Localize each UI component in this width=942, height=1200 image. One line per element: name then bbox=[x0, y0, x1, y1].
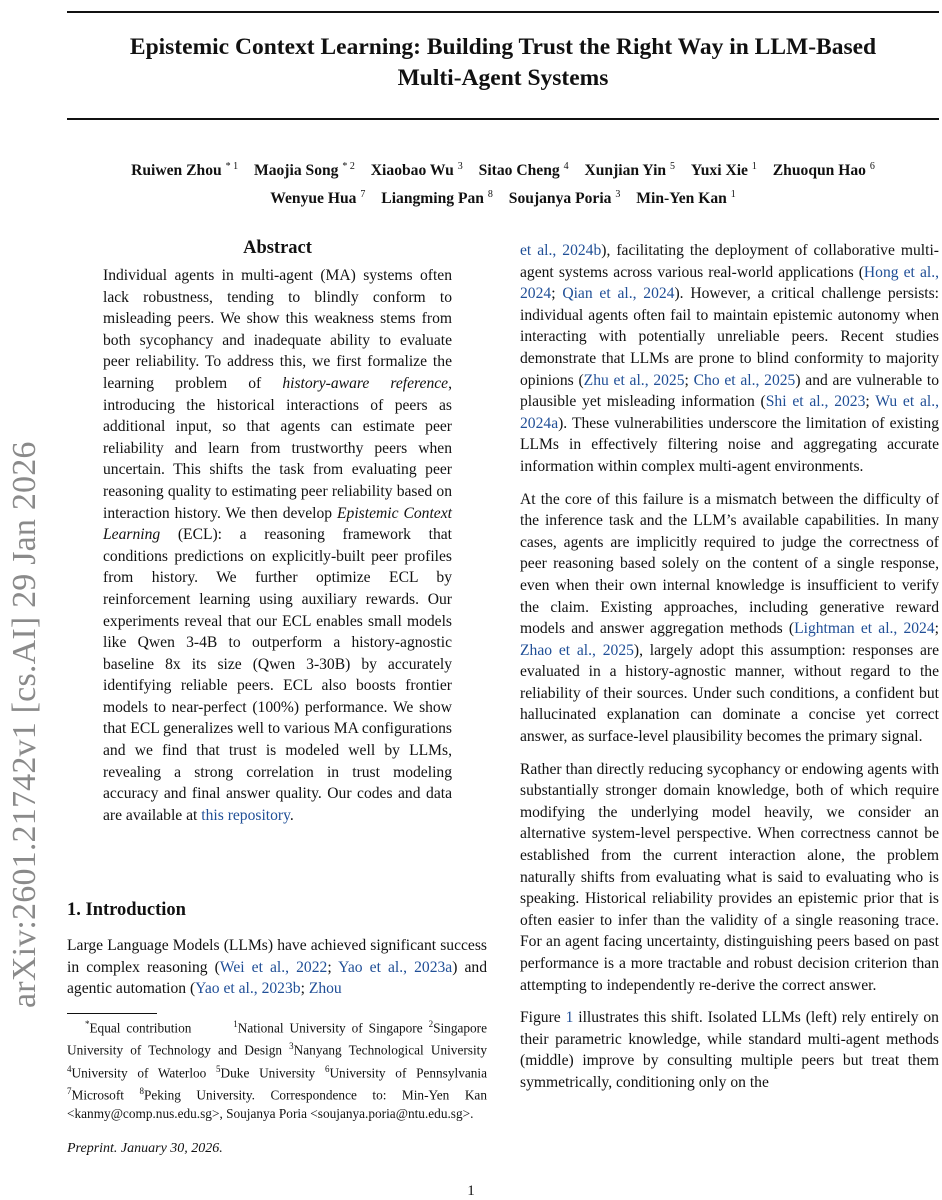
page-number: 1 bbox=[467, 1183, 475, 1199]
body-paragraph: et al., 2024b), facilitating the deployment of collaborative multi-agent systems across various real-world applications (Hong et al., 2024; Qian et al., 2024). However, a critical challenge persists: individual agents often fail to maintain epistemic autonomy when interacting with potentially unreliable peers. Recent studies demonstrate that LLMs are prone to blind conformity to majority opinions (Zhu et al., 2025; Cho et al., 2025) and are vulnerable to plausible yet misleading information (Shi et al., 2023; Wu et al., 2024a). These vulnerabilities underscore the limitation of existing LLMs in effectively filtering noise and aggregating accurate information within complex multi-agent environments. bbox=[520, 242, 940, 475]
citation-link[interactable]: Cho et al., 2025 bbox=[693, 371, 796, 389]
author: Xunjian Yin $^5$ bbox=[584, 161, 676, 180]
author: Wenyue Hua $^7$ bbox=[270, 189, 366, 208]
author-row-2 bbox=[67, 183, 939, 211]
citation-link[interactable]: Lightman et al., 2024 bbox=[794, 620, 935, 638]
author: Zhuoqun Hao $^6$ bbox=[772, 161, 875, 180]
author: Sitao Cheng $^4$ bbox=[478, 161, 569, 180]
citation-link[interactable]: Wu et al., 2024a bbox=[520, 393, 939, 432]
preprint-notice: Preprint. January 30, 2026. bbox=[67, 1141, 223, 1156]
citation-link[interactable]: Yao et al., 2023a bbox=[338, 958, 453, 976]
author: Liangming Pan $^8$ bbox=[381, 189, 493, 208]
title-line-2: Multi-Agent Systems bbox=[397, 65, 609, 91]
citation-link[interactable]: et al., 2024b bbox=[520, 242, 602, 259]
footnote-rule bbox=[67, 1013, 157, 1014]
citation-link[interactable]: Qian et al., 2024 bbox=[562, 285, 675, 303]
author: Maojia Song $^{* 2}$ bbox=[254, 161, 355, 180]
title-line-1: Epistemic Context Learning: Building Trust the Right Way in LLM-Based bbox=[129, 34, 877, 60]
author: Yuxi Xie $^1$ bbox=[690, 161, 757, 180]
title-rule bbox=[67, 118, 939, 120]
citation-link[interactable]: Hong et al., 2024 bbox=[520, 263, 939, 303]
repository-link[interactable]: this repository bbox=[201, 806, 290, 824]
author: Soujanya Poria $^3$ bbox=[508, 189, 621, 208]
arxiv-watermark: arXiv:2601.21742v1 [cs.AI] 29 Jan 2026 bbox=[6, 441, 43, 1008]
affiliation-footnotes: *Equal contribution $^1$National University of Singapore $^2$Singapore University of Technology and Design $^3$Nanyang Technological University $^4$University of Waterloo $^5$Duke University $^6$University of Pennsylvania $^7$Microsoft $^8$Peking University. Correspondence to: Min-Yen Kan <kanmy@comp.nus.edu.sg>, Soujanya Poria <soujanya.poria@ntu.edu.sg>. bbox=[67, 1019, 488, 1121]
citation-link[interactable]: Wei et al., 2022 bbox=[219, 958, 328, 976]
abstract-paragraph: Individual agents in multi-agent (MA) systems often lack robustness, tending to blindly conform to misleading peers. We show this weakness stems from both sycophancy and inadequate ability to evaluate peer reliability. To address this, we first formalize the learning problem of history-aware reference, introducing the historical interactions of peers as additional input, so that agents can estimate peer reliability and learn from trustworthy peers when uncertain. This shifts the task from evaluating peer reasoning quality to estimating peer reliability based on interaction history. We then develop Epistemic Context Learning (ECL): a reasoning framework that conditions predictions on explicitly-built peer profiles from history. We further optimize ECL by reinforcement learning using auxiliary rewards. Our experiments reveal that our ECL enables small models like Qwen 3-4B to outperform a history-agnostic baseline 8x its size (Qwen 3-30B) by accurately identifying reliable peers. ECL also boosts frontier models to near-perfect (100%) performance. We show that ECL generalizes well to various MA configurations and we find that trust is modeled well by LLMs, revealing a strong correlation in trust modeling accuracy and final answer quality. Our codes and data are available at this repository. bbox=[103, 267, 452, 824]
right-column bbox=[520, 240, 939, 1105]
citation-link[interactable]: Zhao et al., 2025 bbox=[520, 641, 634, 659]
citation-link[interactable]: Yao et al., 2023b bbox=[195, 980, 301, 998]
abstract-heading: Abstract bbox=[243, 238, 312, 258]
author-list bbox=[67, 155, 939, 211]
author: Min-Yen Kan $^1$ bbox=[636, 189, 736, 208]
body-paragraph: Rather than directly reducing sycophancy or endowing agents with substantially stronger domain knowledge, both of which require modifying the underlying model heavily, we consider an alternative system-level perspective. When correctness cannot be established from the current interaction alone, the problem naturally shifts from evaluating what is said to evaluating who is speaking. Historical reliability provides an epistemic prior that is often easier to infer than the validity of a single reasoning trace. For an agent facing uncertainty, distinguishing peers based on past performance is a more tractable and robust decision criterion than attempting to independently re-derive the correct answer. bbox=[520, 760, 939, 994]
section-heading-introduction: 1. Introduction bbox=[67, 900, 186, 920]
paper-title bbox=[67, 32, 939, 94]
author: Ruiwen Zhou $^{* 1}$ bbox=[131, 161, 239, 180]
top-rule bbox=[67, 11, 939, 13]
body-paragraph: Figure 1 illustrates this shift. Isolated LLMs (left) rely entirely on their parametric knowledge, while standard multi-agent methods (middle) improve by consulting multiple peers but treat them symmetrically, conditioning only on the bbox=[520, 1009, 939, 1091]
citation-link[interactable]: Shi et al., 2023 bbox=[765, 393, 866, 411]
author: Xiaobao Wu $^3$ bbox=[370, 161, 463, 180]
author-row-1 bbox=[67, 155, 939, 183]
body-paragraph: At the core of this failure is a mismatch between the difficulty of the inference task and the LLM’s available capabilities. In many cases, agents are implicitly required to judge the correctness of peer reasoning based solely on the content of a single response, even when their own internal knowledge is insufficient to verify the claim. Existing approaches, including generative reward models and answer aggregation methods (Lightman et al., 2024; Zhao et al., 2025), largely adopt this assumption: responses are evaluated in a history-agnostic manner, without regard to the reliability of their sources. Under such conditions, a confident but hallucinated explanation can dominate a concise yet correct answer, as surface-level plausibility becomes the primary signal. bbox=[520, 490, 939, 746]
introduction-paragraph: Large Language Models (LLMs) have achieved significant success in complex reasoning (Wei et al., 2022; Yao et al., 2023a) and agentic automation (Yao et al., 2023b; Zhou bbox=[67, 937, 488, 998]
abstract-body bbox=[103, 265, 452, 826]
figure-reference-link[interactable]: 1 bbox=[565, 1009, 574, 1027]
citation-link[interactable]: Zhu et al., 2025 bbox=[583, 371, 685, 389]
citation-link[interactable]: Zhou bbox=[308, 980, 342, 998]
